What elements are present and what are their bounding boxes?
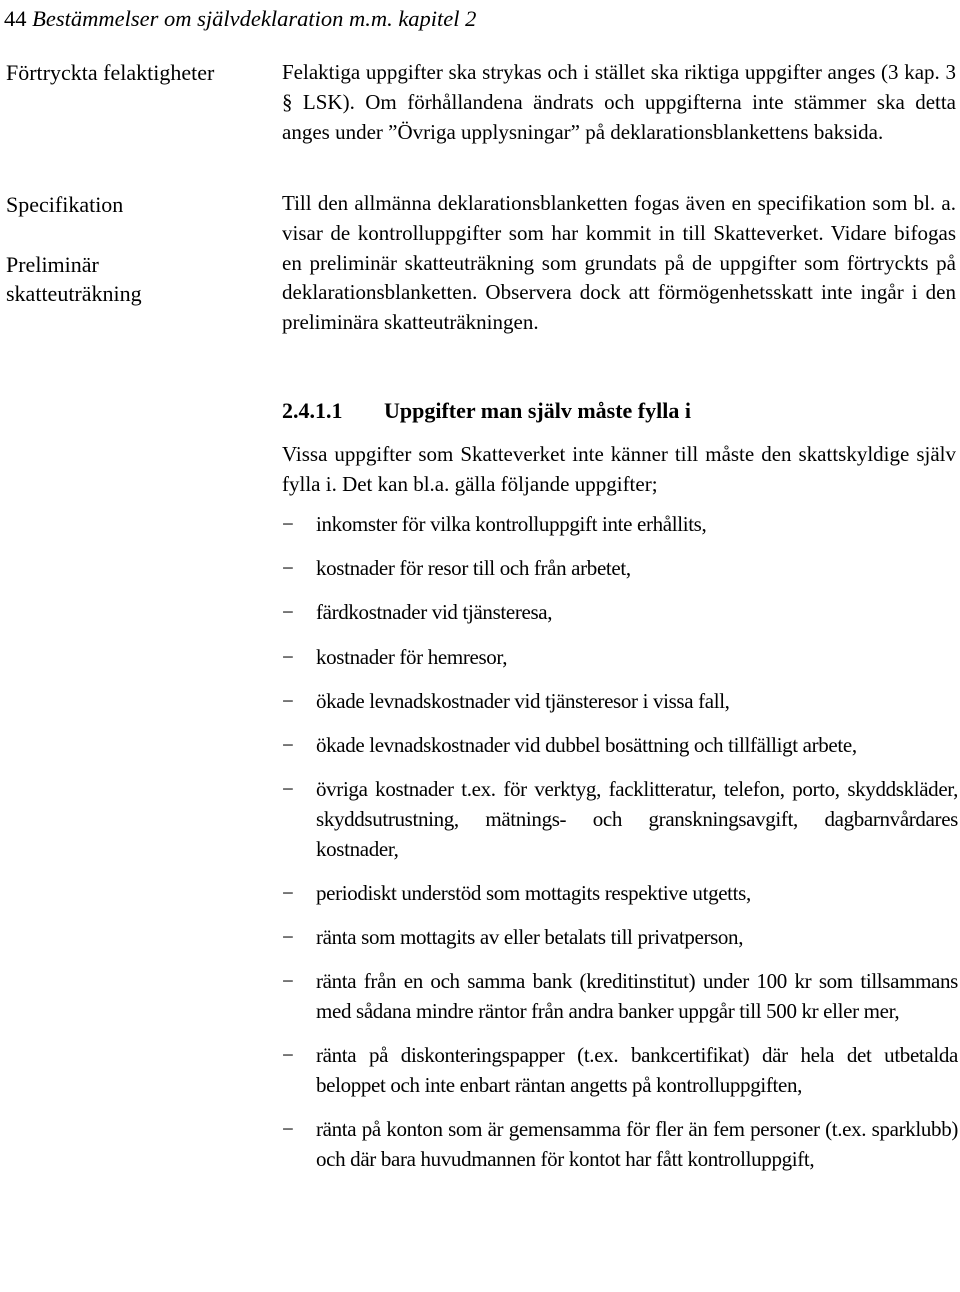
dash-marker: − — [282, 925, 294, 950]
list-item: − kostnader för hemresor, — [282, 643, 958, 673]
margin-note-fortryckta: Förtryckta felaktigheter — [6, 60, 215, 85]
list-item: − ökade levnadskostnader vid dubbel bosättning och tillfälligt arbete, — [282, 731, 958, 761]
margin-note-specifikation: Specifikation — [6, 192, 124, 217]
section-number: 2.4.1.1 — [282, 398, 343, 423]
list-item: − ränta från en och samma bank (kreditinstitut) under 100 kr som tillsammans med sådana mindre räntor från andra banker uppgår till 500 kr eller mer, — [282, 969, 958, 1024]
section-heading — [282, 396, 691, 426]
uppgifter-list — [282, 510, 958, 1189]
list-item: − ränta som mottagits av eller betalats till privatperson, — [282, 923, 958, 953]
dash-marker: − — [282, 1117, 294, 1142]
dash-marker: − — [282, 1043, 294, 1068]
list-item: − inkomster för vilka kontrolluppgift inte erhållits, — [282, 510, 958, 540]
list-item: − kostnader för resor till och från arbetet, — [282, 554, 958, 584]
running-title: Bestämmelser om självdeklaration m.m. kapitel 2 — [32, 6, 477, 31]
list-item: − färdkostnader vid tjänsteresa, — [282, 598, 958, 628]
dash-marker: − — [282, 732, 294, 757]
margin-note-preliminar: Preliminär skatteuträkning — [6, 252, 142, 306]
dash-marker: − — [282, 556, 294, 581]
page-number: 44 — [4, 6, 27, 31]
dash-marker: − — [282, 644, 294, 669]
dash-marker: − — [282, 688, 294, 713]
paragraph-specifikation: Till den allmänna deklarationsblanketten fogas även en specifikation som bl. a. visar de kontrolluppgifter som har kommit in till Skatteverket. Vidare bifogas en preliminär skatteuträkning som grundats på de uppgifter som förtryckts på deklarationsblanketten. Observera dock att förmögenhetsskatt inte ingår i den preliminära skatteuträkningen. — [282, 191, 956, 335]
dash-marker: − — [282, 880, 294, 905]
page-header — [4, 5, 476, 33]
list-item: − ökade levnadskostnader vid tjänsteresor i vissa fall, — [282, 687, 958, 717]
dash-marker: − — [282, 969, 294, 994]
dash-marker: − — [282, 777, 294, 802]
dash-marker: − — [282, 512, 294, 536]
list-item: − ränta på diskonteringspapper (t.ex. bankcertifikat) där hela det utbetalda beloppet och inte enbart räntan angetts på kontrolluppgiften, — [282, 1043, 958, 1098]
section-intro: Vissa uppgifter som Skatteverket inte känner till måste den skattskyldige själv fylla i. Det kan bl.a. gälla följande uppgifter; — [282, 442, 956, 496]
list-item: − ränta på konton som är gemensamma för fler än fem personer (t.ex. sparklubb) och där bara huvudmannen för kontot har fått kontrolluppgift, — [282, 1117, 958, 1172]
section-title: Uppgifter man själv måste fylla i — [384, 398, 691, 423]
dash-marker: − — [282, 600, 294, 625]
paragraph-felaktiga-uppgifter: Felaktiga uppgifter ska strykas och i stället ska riktiga uppgifter anges (3 kap. 3 § LSK). Om förhållandena ändrats och uppgifterna inte stämmer ska detta anges under ”Övriga upplysningar” på deklarationsblankettens baksida. — [282, 60, 956, 144]
list-item: − periodiskt understöd som mottagits respektive utgetts, — [282, 879, 958, 909]
list-item: − övriga kostnader t.ex. för verktyg, facklitteratur, telefon, porto, skyddskläder, skyddsutrustning, mätnings- och granskningsavgift, dagbarnvårdares kostnader, — [282, 777, 958, 861]
